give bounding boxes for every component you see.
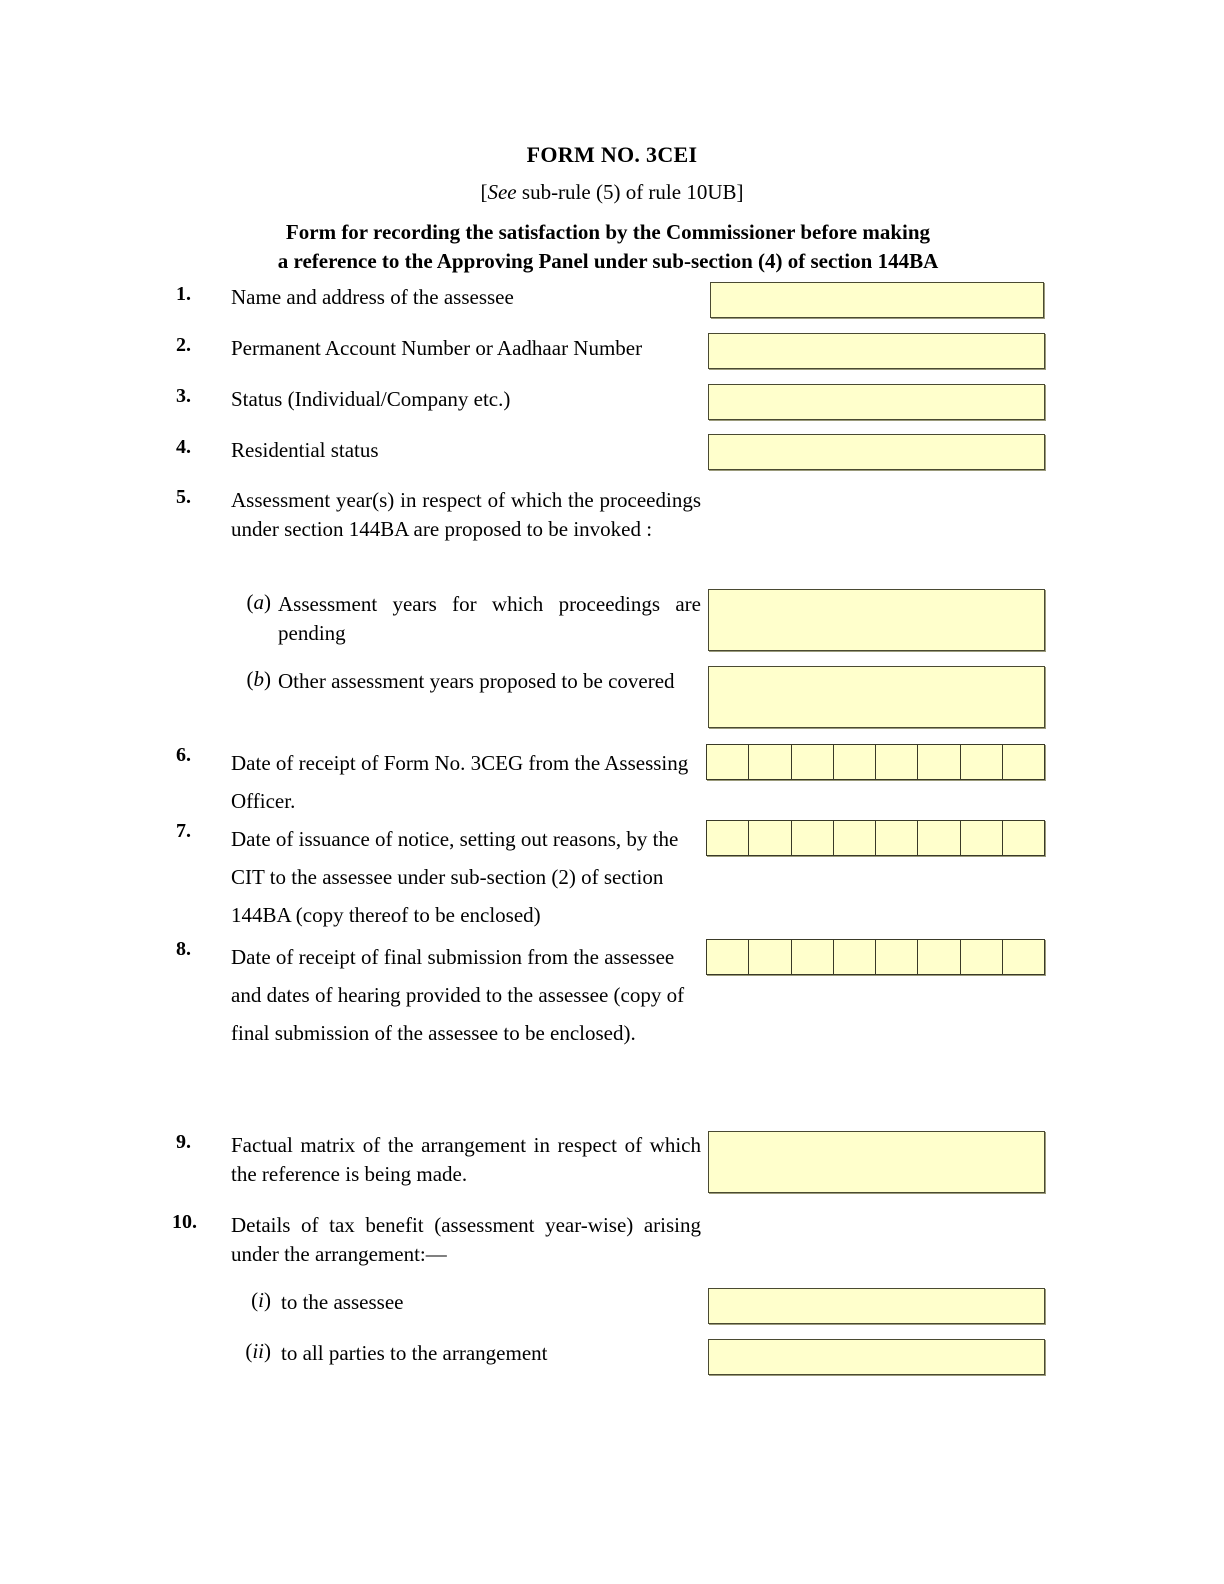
item-number-10: 10. <box>172 1211 197 1233</box>
date-cell[interactable] <box>792 821 834 855</box>
date-cell[interactable] <box>749 940 791 974</box>
date-cell[interactable] <box>961 940 1003 974</box>
field-other-assessment-years[interactable] <box>708 666 1045 728</box>
item-label-6: Date of receipt of Form No. 3CEG from the Assessing Officer. <box>231 751 689 813</box>
item-label-2: Permanent Account Number or Aadhaar Number <box>231 336 643 360</box>
form-title-line-2: a reference to the Approving Panel under sub-section (4) of section 144BA <box>277 249 939 273</box>
item-marker-5b: (b) <box>246 667 271 691</box>
field-date-receipt-form-3ceg[interactable] <box>706 744 1045 780</box>
date-cell[interactable] <box>1003 821 1044 855</box>
see-rule-bracket-open: [ <box>480 180 488 204</box>
date-cell[interactable] <box>1003 745 1044 779</box>
form-title-line-1: Form for recording the satisfaction by the Commissioner before making <box>285 220 931 244</box>
item-marker-10ii: (ii) <box>245 1339 271 1363</box>
date-cell[interactable] <box>876 821 918 855</box>
field-name-and-address[interactable] <box>710 282 1044 318</box>
date-cell[interactable] <box>876 745 918 779</box>
item-label-5b: Other assessment years proposed to be covered <box>278 669 675 693</box>
date-cell[interactable] <box>876 940 918 974</box>
date-cell[interactable] <box>961 745 1003 779</box>
field-factual-matrix[interactable] <box>708 1131 1045 1193</box>
date-cell[interactable] <box>961 821 1003 855</box>
item-number-4: 4. <box>176 436 191 458</box>
field-pan-or-aadhaar[interactable] <box>708 333 1045 369</box>
field-tax-benefit-all-parties[interactable] <box>708 1339 1045 1375</box>
item-label-3: Status (Individual/Company etc.) <box>231 387 511 411</box>
date-cell[interactable] <box>834 821 876 855</box>
date-cell[interactable] <box>749 745 791 779</box>
date-cell[interactable] <box>918 940 960 974</box>
form-number-heading: FORM NO. 3CEI <box>526 142 698 167</box>
item-label-8: Date of receipt of final submission from the assessee and dates of hearing provided to the assessee (copy of final submission of the assessee to be enclosed). <box>231 945 685 1045</box>
item-number-2: 2. <box>176 334 191 356</box>
date-cell[interactable] <box>707 745 749 779</box>
date-cell[interactable] <box>707 940 749 974</box>
field-date-issuance-notice[interactable] <box>706 820 1045 856</box>
form-title <box>228 218 988 276</box>
item-label-1: Name and address of the assessee <box>231 285 514 309</box>
date-cell[interactable] <box>918 745 960 779</box>
item-label-9: Factual matrix of the arrangement in respect of which the reference is being made. <box>231 1133 701 1186</box>
see-rule-line <box>0 180 1224 205</box>
item-marker-5a: (a) <box>246 590 271 614</box>
item-marker-10i: (i) <box>251 1288 271 1312</box>
field-date-receipt-final-submission[interactable] <box>706 939 1045 975</box>
field-status[interactable] <box>708 384 1045 420</box>
item-label-10ii: to all parties to the arrangement <box>281 1341 548 1365</box>
field-pending-assessment-years[interactable] <box>708 589 1045 651</box>
date-cell[interactable] <box>918 821 960 855</box>
field-residential-status[interactable] <box>708 434 1045 470</box>
item-number-6: 6. <box>176 744 191 766</box>
item-label-7: Date of issuance of notice, setting out reasons, by the CIT to the assessee under sub-section (2) of section 144BA (copy thereof to be enclosed) <box>231 827 679 927</box>
date-cell[interactable] <box>749 821 791 855</box>
item-number-9: 9. <box>176 1131 191 1153</box>
item-label-4: Residential status <box>231 438 379 462</box>
item-number-1: 1. <box>176 283 191 305</box>
date-cell[interactable] <box>792 940 834 974</box>
item-label-10i: to the assessee <box>281 1290 404 1314</box>
item-label-5: Assessment year(s) in respect of which the proceedings under section 144BA are proposed to be invoked : <box>231 488 701 541</box>
date-cell[interactable] <box>1003 940 1044 974</box>
item-number-8: 8. <box>176 938 191 960</box>
item-number-5: 5. <box>176 486 191 508</box>
item-number-3: 3. <box>176 385 191 407</box>
date-cell[interactable] <box>834 940 876 974</box>
date-cell[interactable] <box>792 745 834 779</box>
see-word: See <box>487 180 517 204</box>
field-tax-benefit-assessee[interactable] <box>708 1288 1045 1324</box>
item-label-10: Details of tax benefit (assessment year-wise) arising under the arrangement:— <box>231 1213 701 1266</box>
see-rule-text: sub-rule (5) of rule 10UB] <box>516 180 744 204</box>
item-number-7: 7. <box>176 820 191 842</box>
date-cell[interactable] <box>707 821 749 855</box>
date-cell[interactable] <box>834 745 876 779</box>
item-label-5a: Assessment years for which proceedings are pending <box>278 592 701 645</box>
